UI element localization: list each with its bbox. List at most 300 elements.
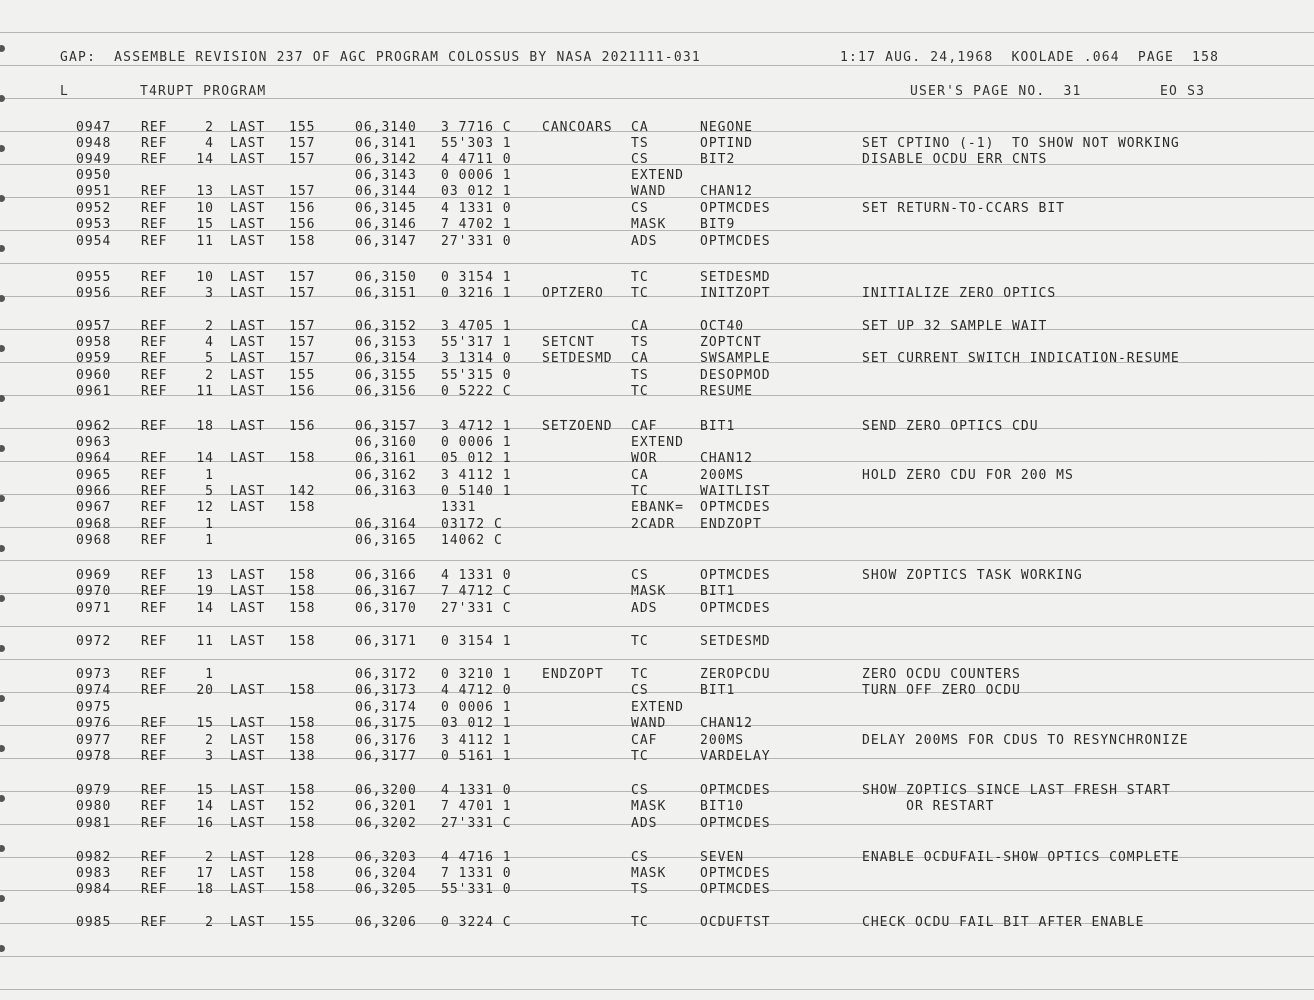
ref-count: 3	[205, 286, 214, 301]
last-page: 158	[289, 584, 316, 599]
last-page: 158	[289, 866, 316, 881]
opcode: TC	[631, 634, 649, 649]
octal-word: 55'331 0	[441, 882, 512, 897]
opcode: WAND	[631, 716, 667, 731]
line-number: 0966	[76, 484, 112, 499]
listing-line	[0, 634, 1314, 650]
octal-word: 0 3154 1	[441, 634, 512, 649]
label: ENDZOPT	[542, 667, 604, 682]
line-number: 0947	[76, 120, 112, 135]
octal-word: 3 1314 0	[441, 351, 512, 366]
octal-word: 0 5161 1	[441, 749, 512, 764]
address: 06,3160	[355, 435, 417, 450]
operand: WAITLIST	[700, 484, 771, 499]
ref-tag: REF	[141, 286, 168, 301]
address: 06,3174	[355, 700, 417, 715]
last-page: 157	[289, 351, 316, 366]
operand: CHAN12	[700, 184, 753, 199]
line-number: 0983	[76, 866, 112, 881]
ref-count: 2	[205, 733, 214, 748]
opcode: EXTEND	[631, 700, 684, 715]
comment: ZERO OCDU COUNTERS	[862, 667, 1021, 682]
address: 06,3200	[355, 783, 417, 798]
listing-line	[0, 667, 1314, 683]
opcode: CS	[631, 152, 649, 167]
comment: OR RESTART	[862, 799, 995, 814]
last-page: 158	[289, 568, 316, 583]
ref-tag: REF	[141, 184, 168, 199]
ref-tag: REF	[141, 634, 168, 649]
last-page: 158	[289, 500, 316, 515]
ref-count: 14	[196, 601, 214, 616]
comment: SET CPTINO (-1) TO SHOW NOT WORKING	[862, 136, 1180, 151]
last-tag: LAST	[230, 816, 266, 831]
last-tag: LAST	[230, 716, 266, 731]
operand: OPTMCDES	[700, 500, 771, 515]
address: 06,3172	[355, 667, 417, 682]
last-page: 158	[289, 683, 316, 698]
listing-line	[0, 217, 1314, 233]
ref-count: 5	[205, 351, 214, 366]
comment: SHOW ZOPTICS TASK WORKING	[862, 568, 1083, 583]
address: 06,3155	[355, 368, 417, 383]
last-page: 158	[289, 716, 316, 731]
listing-line	[0, 168, 1314, 184]
ref-count: 11	[196, 384, 214, 399]
ref-tag: REF	[141, 384, 168, 399]
line-number: 0955	[76, 270, 112, 285]
address: 06,3177	[355, 749, 417, 764]
operand: SEVEN	[700, 850, 745, 865]
comment: DISABLE OCDU ERR CNTS	[862, 152, 1048, 167]
last-tag: LAST	[230, 152, 266, 167]
operand: SETDESMD	[700, 270, 771, 285]
address: 06,3173	[355, 683, 417, 698]
line-number: 0976	[76, 716, 112, 731]
octal-word: 3 4712 1	[441, 419, 512, 434]
address: 06,3145	[355, 201, 417, 216]
listing-line	[0, 136, 1314, 152]
ref-tag: REF	[141, 783, 168, 798]
opcode: CA	[631, 468, 649, 483]
listing-line	[0, 866, 1314, 882]
ref-count: 11	[196, 634, 214, 649]
section-code: EO S3	[1160, 84, 1206, 99]
address: 06,3166	[355, 568, 417, 583]
listing-line	[0, 533, 1314, 549]
address: 06,3146	[355, 217, 417, 232]
last-tag: LAST	[230, 451, 266, 466]
ref-count: 14	[196, 451, 214, 466]
ref-count: 18	[196, 882, 214, 897]
last-page: 157	[289, 270, 316, 285]
address: 06,3162	[355, 468, 417, 483]
last-tag: LAST	[230, 351, 266, 366]
ref-count: 1	[205, 468, 214, 483]
line-number: 0977	[76, 733, 112, 748]
opcode: WAND	[631, 184, 667, 199]
listing-line	[0, 799, 1314, 815]
opcode: MASK	[631, 799, 667, 814]
listing-line	[0, 850, 1314, 866]
listing-line	[0, 500, 1314, 516]
operand: BIT9	[700, 217, 736, 232]
line-number: 0961	[76, 384, 112, 399]
ref-tag: REF	[141, 601, 168, 616]
comment: SET RETURN-TO-CCARS BIT	[862, 201, 1066, 216]
opcode: MASK	[631, 217, 667, 232]
ref-tag: REF	[141, 217, 168, 232]
address: 06,3142	[355, 152, 417, 167]
address: 06,3171	[355, 634, 417, 649]
listing-line	[0, 749, 1314, 765]
octal-word: 7 4701 1	[441, 799, 512, 814]
operand: OPTIND	[700, 136, 753, 151]
listing-line	[0, 384, 1314, 400]
ref-tag: REF	[141, 500, 168, 515]
operand: SETDESMD	[700, 634, 771, 649]
operand: ZEROPCDU	[700, 667, 771, 682]
operand: OPTMCDES	[700, 568, 771, 583]
last-tag: LAST	[230, 184, 266, 199]
octal-word: 03 012 1	[441, 184, 512, 199]
address: 06,3151	[355, 286, 417, 301]
last-tag: LAST	[230, 799, 266, 814]
last-page: 158	[289, 234, 316, 249]
last-page: 157	[289, 184, 316, 199]
listing-line	[0, 201, 1314, 217]
listing-line	[0, 351, 1314, 367]
address: 06,3161	[355, 451, 417, 466]
operand: INITZOPT	[700, 286, 771, 301]
ref-tag: REF	[141, 368, 168, 383]
octal-word: 14062 C	[441, 533, 503, 548]
last-tag: LAST	[230, 120, 266, 135]
opcode: WOR	[631, 451, 658, 466]
octal-word: 0 3154 1	[441, 270, 512, 285]
octal-word: 3 4112 1	[441, 733, 512, 748]
last-page: 156	[289, 419, 316, 434]
ref-count: 10	[196, 201, 214, 216]
ref-tag: REF	[141, 568, 168, 583]
opcode: CS	[631, 201, 649, 216]
address: 06,3164	[355, 517, 417, 532]
ref-count: 2	[205, 915, 214, 930]
last-tag: LAST	[230, 136, 266, 151]
octal-word: 3 4112 1	[441, 468, 512, 483]
octal-word: 7 4702 1	[441, 217, 512, 232]
listing-line	[0, 335, 1314, 351]
last-tag: LAST	[230, 783, 266, 798]
last-tag: LAST	[230, 500, 266, 515]
address: 06,3152	[355, 319, 417, 334]
ref-tag: REF	[141, 136, 168, 151]
octal-word: 4 4716 1	[441, 850, 512, 865]
opcode: CA	[631, 120, 649, 135]
opcode: TC	[631, 286, 649, 301]
last-tag: LAST	[230, 601, 266, 616]
operand: BIT10	[700, 799, 745, 814]
listing-line	[0, 915, 1314, 931]
octal-word: 0 0006 1	[441, 168, 512, 183]
octal-word: 27'331 0	[441, 234, 512, 249]
operand: SWSAMPLE	[700, 351, 771, 366]
octal-word: 27'331 C	[441, 601, 512, 616]
ref-tag: REF	[141, 584, 168, 599]
operand: ENDZOPT	[700, 517, 762, 532]
listing-line	[0, 270, 1314, 286]
last-tag: LAST	[230, 419, 266, 434]
octal-word: 3 4705 1	[441, 319, 512, 334]
opcode: MASK	[631, 584, 667, 599]
label: SETDESMD	[542, 351, 613, 366]
ref-tag: REF	[141, 152, 168, 167]
address: 06,3206	[355, 915, 417, 930]
listing-line	[0, 468, 1314, 484]
address: 06,3204	[355, 866, 417, 881]
octal-word: 03 012 1	[441, 716, 512, 731]
ref-tag: REF	[141, 533, 168, 548]
last-page: 158	[289, 601, 316, 616]
last-tag: LAST	[230, 234, 266, 249]
line-number: 0959	[76, 351, 112, 366]
line-number: 0971	[76, 601, 112, 616]
comment: ENABLE OCDUFAIL-SHOW OPTICS COMPLETE	[862, 850, 1180, 865]
ref-count: 3	[205, 749, 214, 764]
octal-word: 55'315 0	[441, 368, 512, 383]
listing-line	[0, 435, 1314, 451]
address: 06,3153	[355, 335, 417, 350]
sprocket-hole	[0, 45, 5, 52]
ref-count: 15	[196, 716, 214, 731]
operand: DESOPMOD	[700, 368, 771, 383]
operand: OPTMCDES	[700, 783, 771, 798]
ref-tag: REF	[141, 866, 168, 881]
line-number: 0975	[76, 700, 112, 715]
octal-word: 7 1331 0	[441, 866, 512, 881]
last-page: 142	[289, 484, 316, 499]
operand: BIT1	[700, 419, 736, 434]
ref-count: 11	[196, 234, 214, 249]
operand: OPTMCDES	[700, 816, 771, 831]
address: 06,3156	[355, 384, 417, 399]
ref-count: 16	[196, 816, 214, 831]
line-number: 0949	[76, 152, 112, 167]
last-tag: LAST	[230, 484, 266, 499]
line-number: 0950	[76, 168, 112, 183]
opcode: CA	[631, 319, 649, 334]
address: 06,3165	[355, 533, 417, 548]
last-page: 157	[289, 319, 316, 334]
last-page: 138	[289, 749, 316, 764]
ref-tag: REF	[141, 484, 168, 499]
operand: BIT1	[700, 683, 736, 698]
listing-line	[0, 152, 1314, 168]
user-page-number: USER'S PAGE NO. 31	[910, 84, 1082, 99]
last-tag: LAST	[230, 733, 266, 748]
opcode: TS	[631, 335, 649, 350]
last-page: 158	[289, 882, 316, 897]
opcode: TC	[631, 384, 649, 399]
opcode: CS	[631, 783, 649, 798]
address: 06,3201	[355, 799, 417, 814]
listing-line	[0, 683, 1314, 699]
label: CANCOARS	[542, 120, 613, 135]
octal-word: 05 012 1	[441, 451, 512, 466]
line-number: 0957	[76, 319, 112, 334]
line-number: 0948	[76, 136, 112, 151]
opcode: TC	[631, 667, 649, 682]
opcode: TC	[631, 915, 649, 930]
listing-line	[0, 584, 1314, 600]
last-tag: LAST	[230, 384, 266, 399]
line-number: 0964	[76, 451, 112, 466]
opcode: TC	[631, 484, 649, 499]
listing-line	[0, 319, 1314, 335]
ref-tag: REF	[141, 351, 168, 366]
octal-word: 03172 C	[441, 517, 503, 532]
octal-word: 0 0006 1	[441, 700, 512, 715]
ref-count: 17	[196, 866, 214, 881]
address: 06,3175	[355, 716, 417, 731]
address: 06,3163	[355, 484, 417, 499]
ref-tag: REF	[141, 201, 168, 216]
operand: BIT1	[700, 584, 736, 599]
comment: SHOW ZOPTICS SINCE LAST FRESH START	[862, 783, 1171, 798]
operand: CHAN12	[700, 451, 753, 466]
operand: NEGONE	[700, 120, 753, 135]
operand: RESUME	[700, 384, 753, 399]
line-number: 0978	[76, 749, 112, 764]
last-page: 158	[289, 783, 316, 798]
last-tag: LAST	[230, 335, 266, 350]
ref-tag: REF	[141, 319, 168, 334]
last-tag: LAST	[230, 915, 266, 930]
line-number: 0962	[76, 419, 112, 434]
ref-count: 15	[196, 783, 214, 798]
octal-word: 0 3224 C	[441, 915, 512, 930]
opcode: TC	[631, 270, 649, 285]
comment: SEND ZERO OPTICS CDU	[862, 419, 1039, 434]
address: 06,3203	[355, 850, 417, 865]
ref-count: 2	[205, 319, 214, 334]
ref-count: 5	[205, 484, 214, 499]
listing-line	[0, 368, 1314, 384]
opcode: TC	[631, 749, 649, 764]
sprocket-hole	[0, 95, 5, 102]
opcode: ADS	[631, 234, 658, 249]
line-number: 0974	[76, 683, 112, 698]
operand: CHAN12	[700, 716, 753, 731]
label: SETZOEND	[542, 419, 613, 434]
last-tag: LAST	[230, 584, 266, 599]
ref-tag: REF	[141, 451, 168, 466]
opcode: CAF	[631, 419, 658, 434]
last-page: 156	[289, 217, 316, 232]
operand: OCDUFTST	[700, 915, 771, 930]
operand: 200MS	[700, 468, 745, 483]
opcode: ADS	[631, 601, 658, 616]
last-page: 158	[289, 634, 316, 649]
comment: TURN OFF ZERO OCDU	[862, 683, 1021, 698]
line-number: 0954	[76, 234, 112, 249]
last-tag: LAST	[230, 749, 266, 764]
last-tag: LAST	[230, 634, 266, 649]
address: 06,3141	[355, 136, 417, 151]
opcode: MASK	[631, 866, 667, 881]
last-tag: LAST	[230, 850, 266, 865]
ref-tag: REF	[141, 799, 168, 814]
operand: 200MS	[700, 733, 745, 748]
listing-line	[0, 517, 1314, 533]
line-number: 0973	[76, 667, 112, 682]
last-page: 158	[289, 816, 316, 831]
address: 06,3154	[355, 351, 417, 366]
address: 06,3205	[355, 882, 417, 897]
listing-line	[0, 783, 1314, 799]
line-number: 0981	[76, 816, 112, 831]
ref-tag: REF	[141, 850, 168, 865]
line-number: 0985	[76, 915, 112, 930]
ref-count: 13	[196, 568, 214, 583]
listing-line	[0, 451, 1314, 467]
opcode: 2CADR	[631, 517, 676, 532]
operand: OCT40	[700, 319, 745, 334]
last-tag: LAST	[230, 217, 266, 232]
label: SETCNT	[542, 335, 595, 350]
opcode: CAF	[631, 733, 658, 748]
address: 06,3150	[355, 270, 417, 285]
listing-line	[0, 700, 1314, 716]
ref-count: 13	[196, 184, 214, 199]
address: 06,3144	[355, 184, 417, 199]
ref-tag: REF	[141, 667, 168, 682]
ref-count: 4	[205, 136, 214, 151]
listing-line	[0, 716, 1314, 732]
line-number: 0972	[76, 634, 112, 649]
octal-word: 27'331 C	[441, 816, 512, 831]
comment: DELAY 200MS FOR CDUS TO RESYNCHRONIZE	[862, 733, 1189, 748]
last-page: 157	[289, 286, 316, 301]
last-tag: LAST	[230, 270, 266, 285]
last-tag: LAST	[230, 368, 266, 383]
comment: INITIALIZE ZERO OPTICS	[862, 286, 1057, 301]
ref-count: 1	[205, 533, 214, 548]
ref-count: 4	[205, 335, 214, 350]
last-page: 152	[289, 799, 316, 814]
last-page: 155	[289, 368, 316, 383]
address: 06,3143	[355, 168, 417, 183]
address: 06,3157	[355, 419, 417, 434]
octal-word: 4 4711 0	[441, 152, 512, 167]
octal-word: 0 0006 1	[441, 435, 512, 450]
ref-count: 2	[205, 850, 214, 865]
listing-line	[0, 733, 1314, 749]
listing-line	[0, 601, 1314, 617]
print-date-page: 1:17 AUG. 24,1968 KOOLADE .064 PAGE 158	[840, 50, 1220, 65]
ref-tag: REF	[141, 733, 168, 748]
address: 06,3167	[355, 584, 417, 599]
address: 06,3147	[355, 234, 417, 249]
ref-count: 2	[205, 368, 214, 383]
ref-count: 14	[196, 152, 214, 167]
operand: ZOPTCNT	[700, 335, 762, 350]
octal-word: 0 5140 1	[441, 484, 512, 499]
listing-line	[0, 568, 1314, 584]
ref-tag: REF	[141, 915, 168, 930]
ref-tag: REF	[141, 683, 168, 698]
ref-tag: REF	[141, 419, 168, 434]
